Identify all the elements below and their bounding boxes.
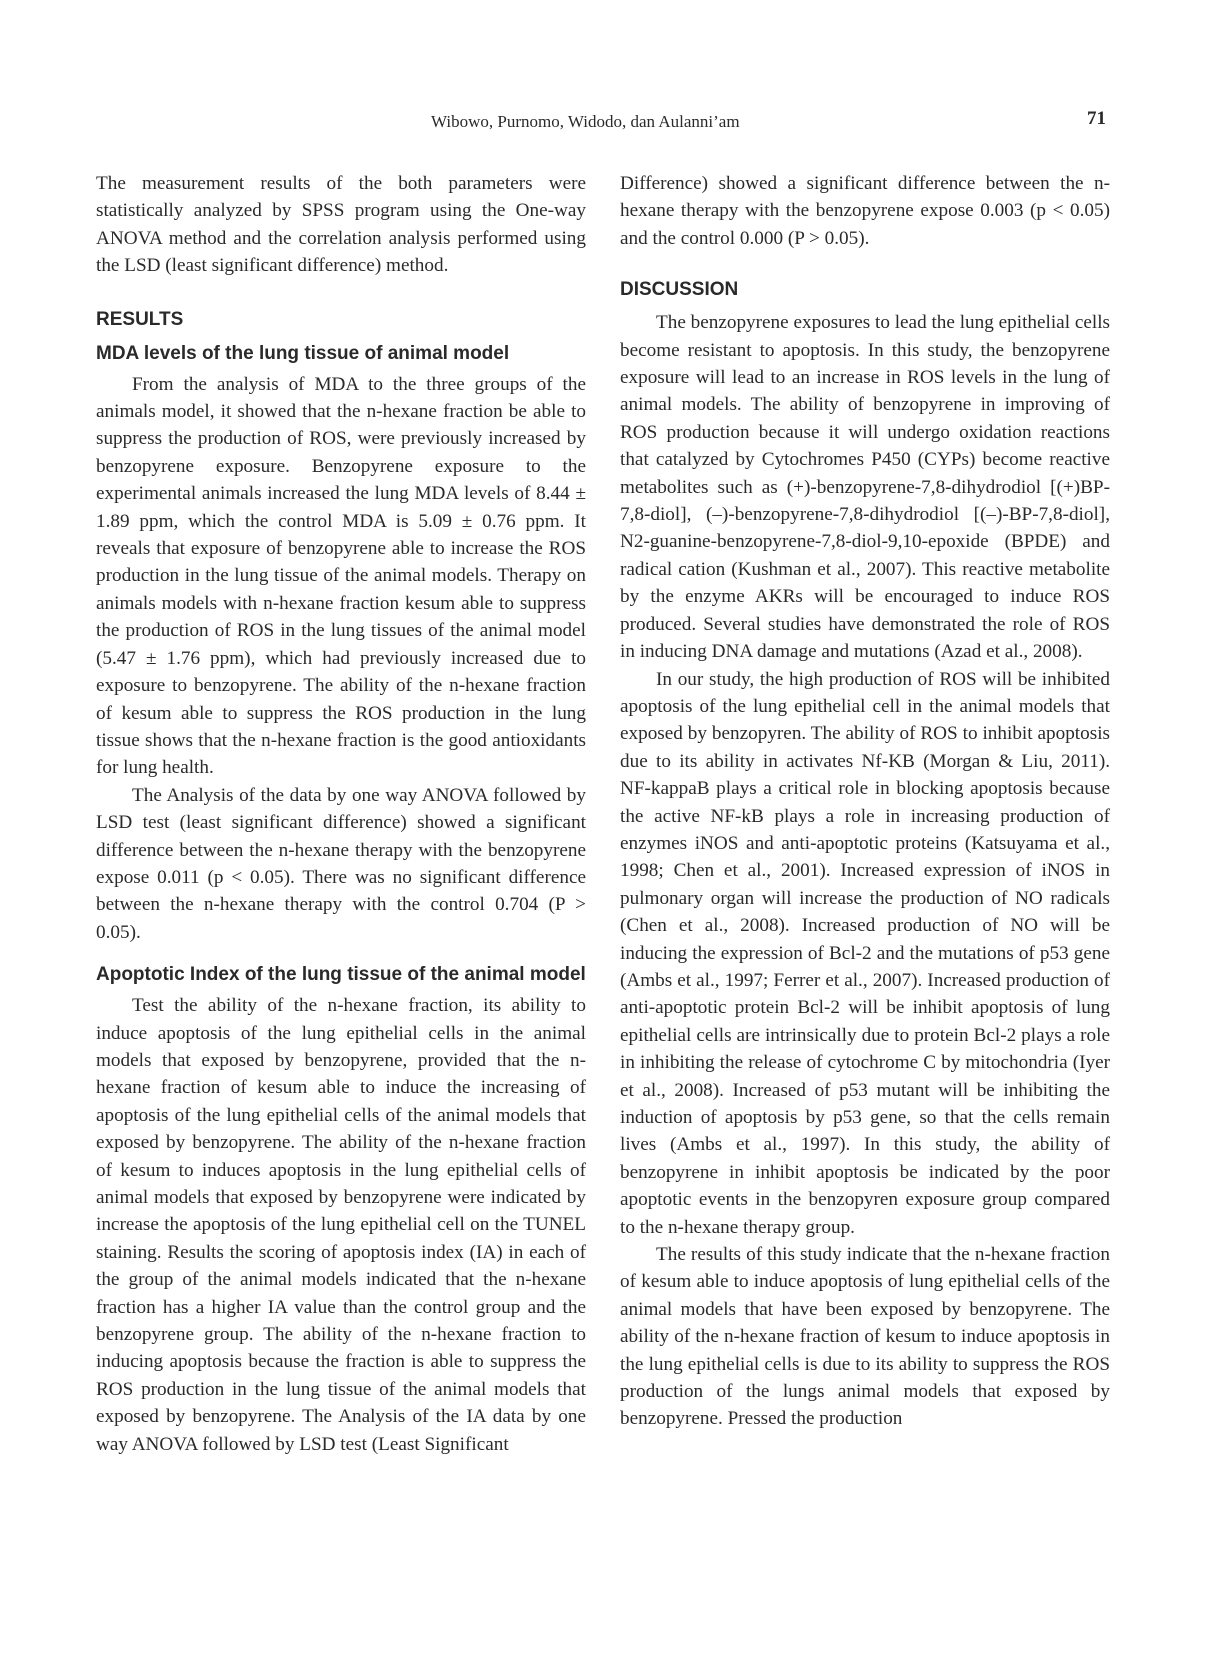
continuation-paragraph: Difference) showed a significant difference between the n-hexane therapy with the benzopyrene expose 0.003 (p < 0.05) and the control 0.000 (P > 0.05).: [620, 173, 1110, 249]
mda-paragraph-2: The Analysis of the data by one way ANOVA followed by LSD test (least significant difference) showed a significant difference between the n-hexane therapy with the benzopyrene expose 0.011 (p < 0.05). There was no significant difference between the n-hexane therapy with the control 0.704 (P > 0.05).: [96, 784, 586, 943]
results-heading: RESULTS: [96, 308, 184, 330]
running-header: [96, 108, 1106, 138]
running-header-authors: Wibowo, Purnomo, Widodo, dan Aulanni’am: [431, 112, 740, 131]
right-column: [620, 170, 1110, 1433]
apoptotic-index-subheading: Apoptotic Index of the lung tissue of the animal model: [96, 964, 586, 986]
mda-subheading: MDA levels of the lung tissue of animal model: [96, 342, 510, 364]
discussion-paragraph-2: In our study, the high production of ROS will be inhibited apoptosis of the lung epithelial cell in the animal models that exposed by benzopyren. The ability of ROS to inhibit apoptosis due to its ability in activates Nf-KB (Morgan & Liu, 2011). NF-kappaB plays a critical role in blocking apoptosis because the active NF-kB plays a role in increasing production of enzymes iNOS and anti-apoptotic proteins (Katsuyama et al., 1998; Chen et al., 2001). Increased expression of iNOS in pulmonary organ will increase the production of NO radicals (Chen et al., 2008). Increased production of NO will be inducing the expression of Bcl-2 and the mutations of p53 gene (Ambs et al., 1997; Ferrer et al., 2007). Increased production of anti-apoptotic protein Bcl-2 will be inhibit apoptosis of lung epithelial cells are intrinsically due to protein Bcl-2 plays a role in inhibiting the release of cytochrome C by mitochondria (Iyer et al., 2008). Increased of p53 mutant will be inhibiting the induction of apoptosis by p53 gene, so that the cells remain lives (Ambs et al., 1997). In this study, the ability of benzopyrene in inhibit apoptosis be indicated by the poor apoptotic events in the benzopyren exposure group compared to the n-hexane therapy group.: [620, 668, 1110, 1238]
apoptotic-index-paragraph: Test the ability of the n-hexane fraction, its ability to induce apoptosis of the lung epithelial cells in the animal models that exposed by benzopyrene, provided that the n-hexane fraction of kesum able to induce the increasing of apoptosis of the lung epithelial cells of the animal models that exposed by benzopyrene. The ability of the n-hexane fraction of kesum to induces apoptosis in the lung epithelial cells of animal models that exposed by benzopyrene were indicated by increase the apoptosis of the lung epithelial cell on the TUNEL staining. Results the scoring of apoptosis index (IA) in each of the group of the animal models indicated that the n-hexane fraction has a higher IA value than the control group and the benzopyrene group. The ability of the n-hexane fraction to inducing apoptosis because the fraction is able to suppress the ROS production in the lung tissue of the animal models that exposed by benzopyrene. The Analysis of the IA data by one way ANOVA followed by LSD test (Least Significant: [96, 995, 586, 1455]
discussion-paragraph-3: The results of this study indicate that the n-hexane fraction of kesum able to induce apoptosis of lung epithelial cells of the animal models that have been exposed by benzopyrene. The ability of the n-hexane fraction of kesum to induce apoptosis in the lung epithelial cells is due to its ability to suppress the ROS production of the lungs animal models that exposed by benzopyrene. Pressed the production: [620, 1244, 1110, 1430]
discussion-paragraph-1: The benzopyrene exposures to lead the lung epithelial cells become resistant to apoptosis. In this study, the benzopyrene exposure will lead to an increase in ROS levels in the lung of animal models. The ability of benzopyrene in improving of ROS production because it will undergo oxidation reactions that catalyzed by Cytochromes P450 (CYPs) become reactive metabolites such as (+)-benzopyrene-7,8-dihydrodiol [(+)BP-7,8-diol], (–)-benzopyrene-7,8-dihydrodiol [(–)-BP-7,8-diol], N2-guanine-benzopyrene-7,8-diol-9,10-epoxide (BPDE) and radical cation (Kushman et al., 2007). This reactive metabolite by the enzyme AKRs will be encouraged to induce ROS produced. Several studies have demonstrated the role of ROS in inducing DNA damage and mutations (Azad et al., 2008).: [620, 312, 1110, 663]
methods-paragraph: The measurement results of the both parameters were statistically analyzed by SPSS program using the One-way ANOVA method and the correlation analysis performed using the LSD (least significant difference) method.: [96, 173, 586, 277]
mda-paragraph-1: From the analysis of MDA to the three groups of the animals model, it showed that the n-hexane fraction be able to suppress the production of ROS, were previously increased by benzopyrene exposure. Benzopyrene exposure to the experimental animals increased the lung MDA levels of 8.44 ± 1.89 ppm, which the control MDA is 5.09 ± 0.76 ppm. It reveals that exposure of benzopyrene able to increase the ROS production in the lung tissue of the animal models. Therapy on animals models with n-hexane fraction kesum able to suppress the production of ROS in the lung tissues of the animal model (5.47 ± 1.76 ppm), which had previously increased due to exposure to benzopyrene. The ability of the n-hexane fraction of kesum able to suppress the ROS production in the lung tissue shows that the n-hexane fraction is the good antioxidants for lung health.: [96, 373, 586, 779]
left-column: [96, 170, 586, 1458]
discussion-heading: DISCUSSION: [620, 279, 739, 301]
page-number: 71: [1087, 108, 1106, 129]
